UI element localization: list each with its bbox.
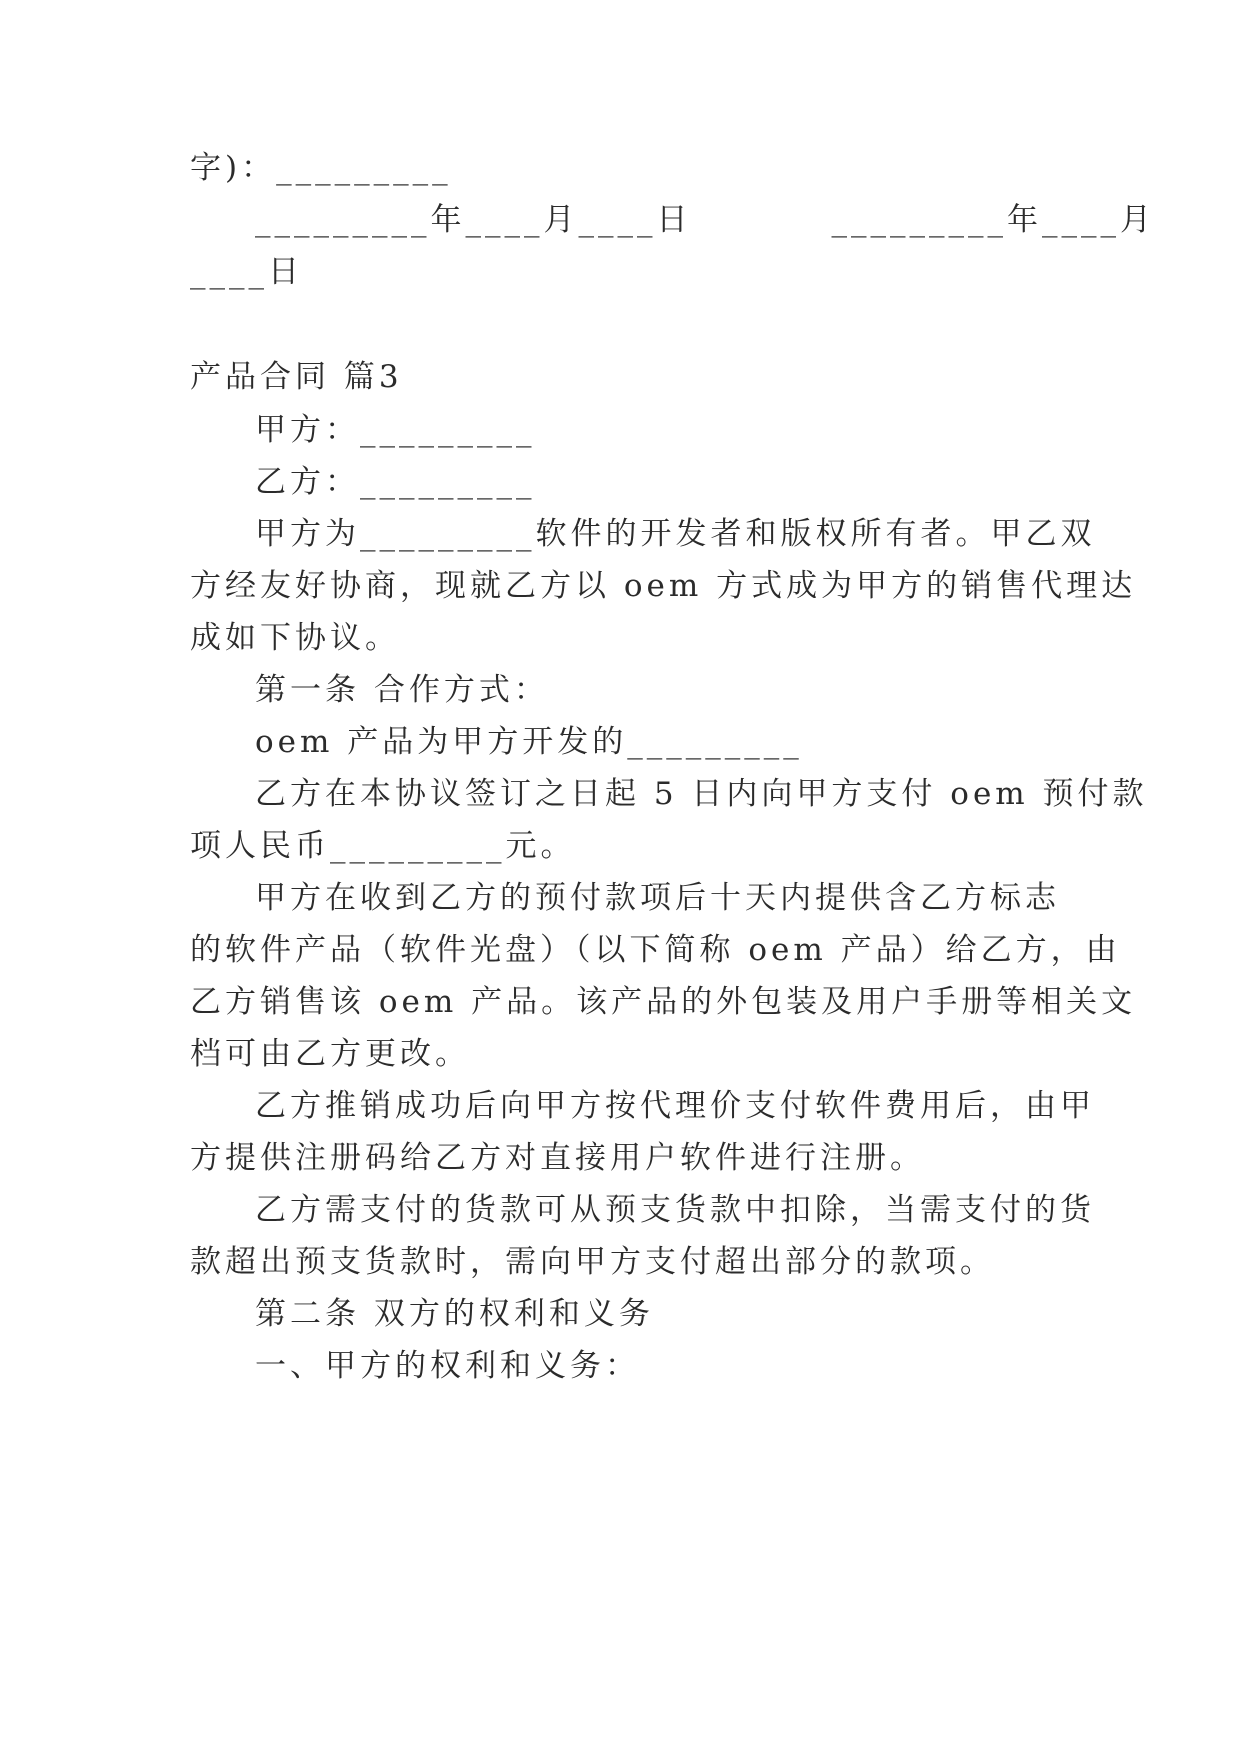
article-2-title: 第二条 双方的权利和义务 [255,1296,654,1332]
article-1-para-5-line-1: 乙方需支付的货款可从预支货款中扣除，当需支付的货 [255,1192,1095,1228]
article-1-title: 第一条 合作方式： [255,672,549,708]
section-title: 产品合同 篇3 [190,359,403,395]
date-line-end: ____日 [190,254,303,290]
article-1-para-3-line-1: 甲方在收到乙方的预付款项后十天内提供含乙方标志 [255,880,1060,916]
signature-tail-line: 字)：_________ [190,150,452,186]
date-left: _________年____月____日 [255,202,692,238]
article-1-para-4-line-2: 方提供注册码给乙方对直接用户软件进行注册。 [190,1140,925,1176]
article-1-para-3-line-3: 乙方销售该 oem 产品。该产品的外包装及用户手册等相关文 [190,984,1137,1020]
article-1-para-2-line-2: 项人民币_________元。 [190,828,576,864]
intro-line-3: 成如下协议。 [190,620,400,656]
party-a-line: 甲方：_________ [255,412,536,448]
article-2-subsection-1: 一、甲方的权利和义务： [255,1348,640,1384]
article-1-para-3-line-4: 档可由乙方更改。 [190,1036,470,1072]
article-1-para-5-line-2: 款超出预支货款时，需向甲方支付超出部分的款项。 [190,1244,995,1280]
intro-line-2: 方经友好协商，现就乙方以 oem 方式成为甲方的销售代理达 [190,568,1137,604]
article-1-para-3-line-2: 的软件产品（软件光盘）（以下简称 oem 产品）给乙方，由 [190,932,1121,968]
article-1-para-2-line-1: 乙方在本协议签订之日起 5 日内向甲方支付 oem 预付款 [255,776,1148,812]
party-b-line: 乙方：_________ [255,464,536,500]
date-line [255,200,1155,240]
article-1-para-4-line-1: 乙方推销成功后向甲方按代理价支付软件费用后，由甲 [255,1088,1095,1124]
date-right: _________年____月 [831,202,1155,238]
article-1-para-1: oem 产品为甲方开发的_________ [255,724,803,760]
intro-line-1: 甲方为_________软件的开发者和版权所有者。甲乙双 [255,516,1096,552]
